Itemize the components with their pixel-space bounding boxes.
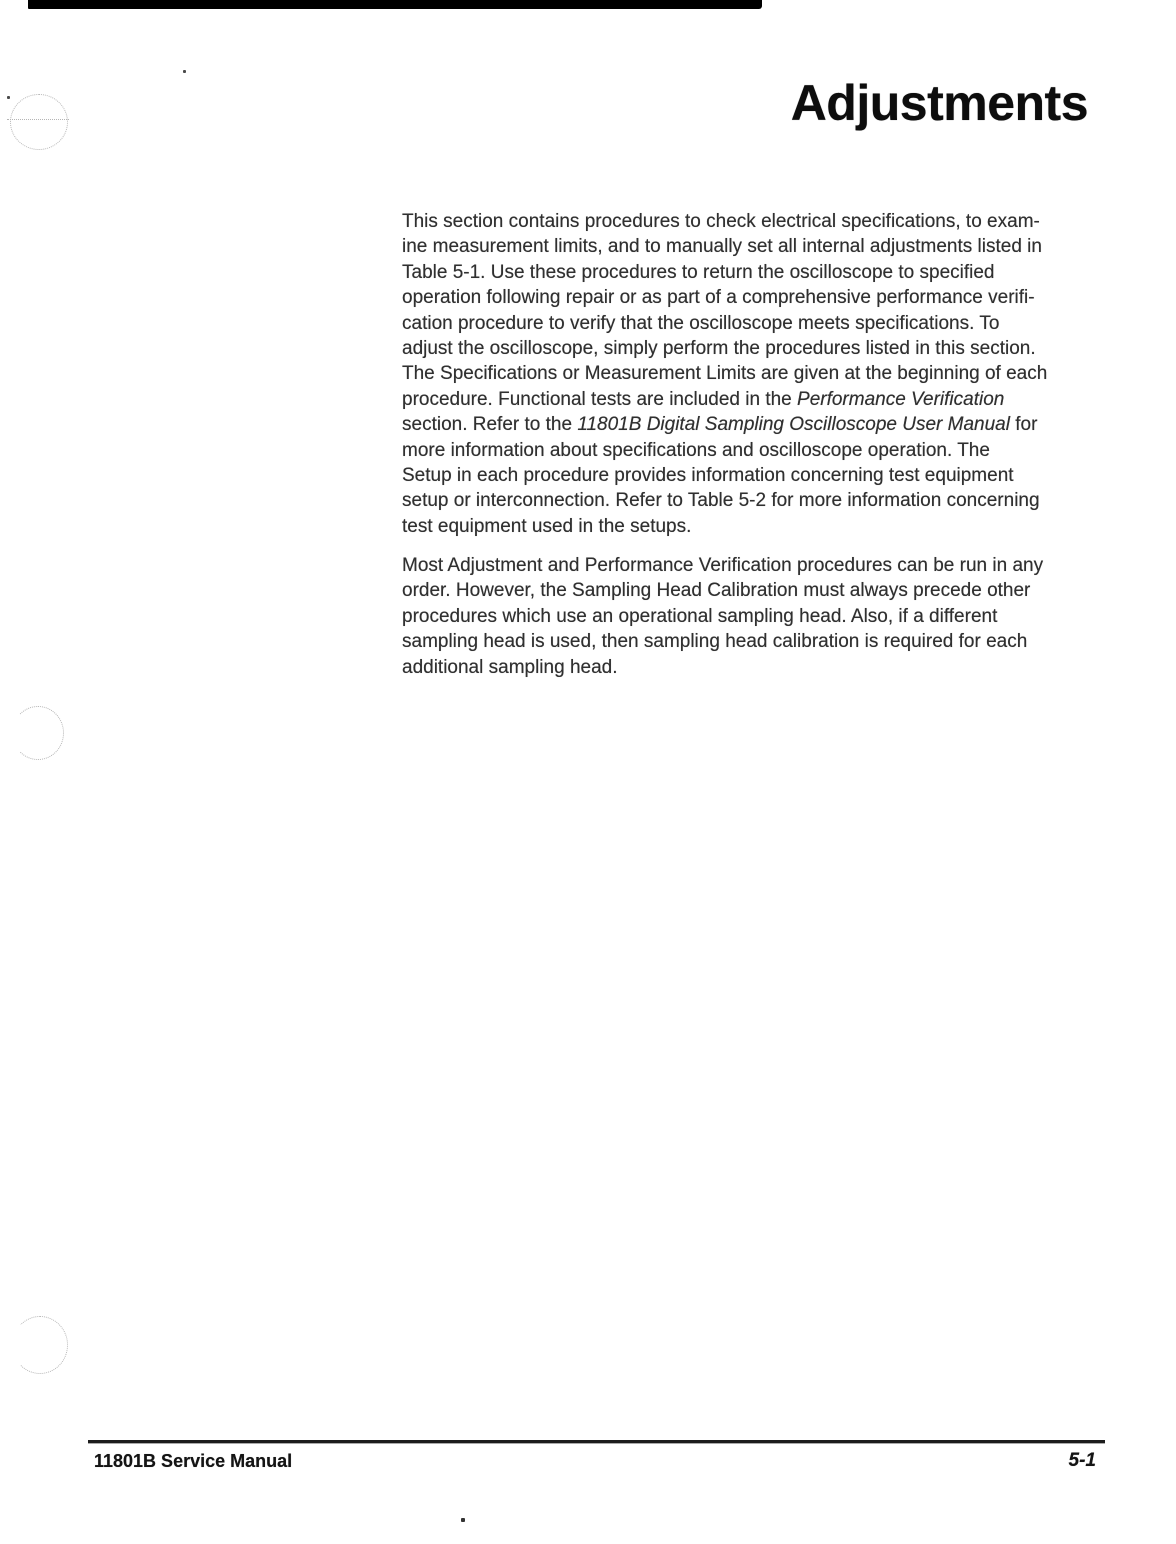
text-line	[402, 209, 1047, 234]
italic-text-run: 11801B Digital Sampling Oscilloscope User Manual	[577, 414, 1010, 436]
text-run: order. However, the Sampling Head Calibration must always precede other	[402, 580, 1031, 602]
text-run: section. Refer to the	[402, 414, 578, 436]
footer-rule	[88, 1440, 1105, 1443]
text-run: ine measurement limits, and to manually set all internal adjustments listed in	[402, 236, 1042, 258]
text-run: sampling head is used, then sampling head calibration is required for each	[402, 631, 1028, 653]
text-line	[402, 234, 1047, 259]
text-run: The Specifications or Measurement Limits are given at the beginning of each	[402, 363, 1048, 385]
text-run: cation procedure to verify that the oscilloscope meets specifications. To	[402, 312, 1000, 334]
footer-page-number: 5-1	[1068, 1450, 1096, 1471]
scan-speck	[183, 70, 186, 73]
text-run: This section contains procedures to check electrical specifications, to exam-	[402, 211, 1040, 232]
scan-smudge-middle	[12, 706, 64, 760]
text-line	[402, 311, 1047, 336]
italic-text-run: Performance Verification	[797, 388, 1005, 410]
paragraph-order-note	[402, 553, 1043, 680]
text-run: operation following repair or as part of a comprehensive performance verifi-	[402, 287, 1035, 309]
text-run: adjust the oscilloscope, simply perform the procedures listed in this section.	[402, 338, 1036, 360]
text-run: more information about specifications and oscilloscope operation. The	[402, 439, 990, 461]
text-line	[402, 336, 1047, 361]
scan-speck	[461, 1518, 465, 1522]
text-run: procedure. Functional tests are included in the	[402, 388, 798, 410]
text-line	[402, 514, 1047, 539]
text-run: procedures which use an operational sampling head. Also, if a different	[402, 605, 998, 627]
text-run: Table 5-1. Use these procedures to return the oscilloscope to specified	[402, 261, 995, 283]
text-line	[402, 655, 1043, 680]
text-line	[402, 553, 1043, 578]
scan-smudge-bottom	[12, 1316, 68, 1374]
text-run: additional sampling head.	[402, 656, 618, 678]
text-run: Most Adjustment and Performance Verification procedures can be run in any	[402, 555, 1044, 576]
text-line	[402, 488, 1047, 513]
text-line	[402, 438, 1047, 463]
text-line	[402, 285, 1047, 310]
paragraph-intro	[402, 209, 1047, 539]
text-line	[402, 629, 1043, 654]
text-line	[402, 463, 1047, 488]
text-line	[402, 361, 1047, 386]
scan-speck	[7, 96, 10, 99]
text-line	[402, 412, 1047, 437]
text-line	[402, 604, 1043, 629]
text-run: for	[1009, 414, 1038, 436]
text-line	[402, 387, 1047, 412]
text-run: test equipment used in the setups.	[402, 515, 692, 537]
text-line	[402, 578, 1043, 603]
footer-manual-title: 11801B Service Manual	[94, 1451, 293, 1471]
scan-edge-artifact	[28, 0, 762, 9]
scan-smudge-top	[10, 94, 68, 150]
page-title: Adjustments	[790, 75, 1088, 131]
text-run: setup or interconnection. Refer to Table 5-2 for more information concerning	[402, 490, 1040, 512]
text-run: Setup in each procedure provides information concerning test equipment	[402, 465, 1014, 487]
text-line	[402, 260, 1047, 285]
